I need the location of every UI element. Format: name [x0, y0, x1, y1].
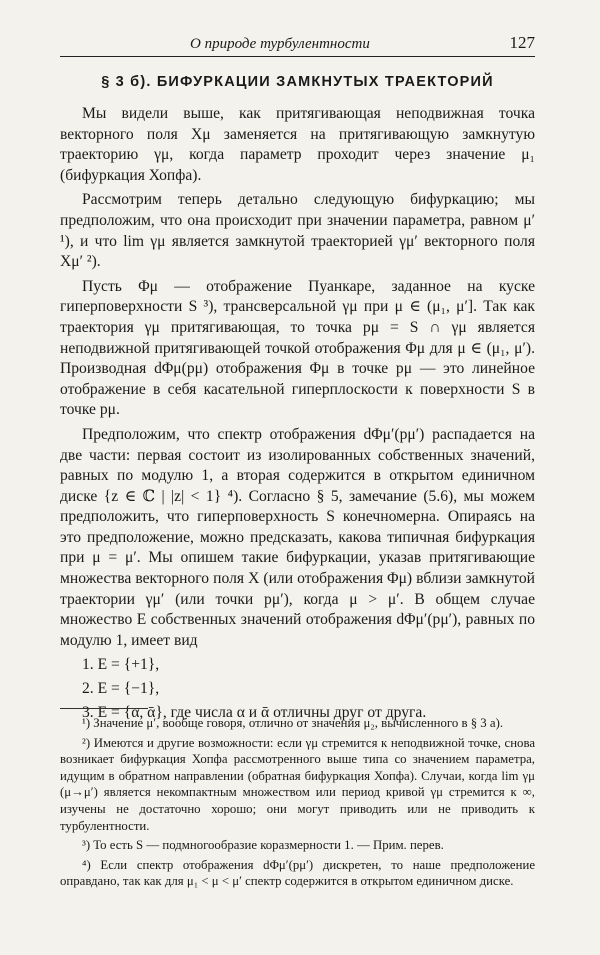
- paragraph: Рассмотрим теперь детально следующую бифуркацию; мы предположим, что она происходит при значении параметра, равном μ′ ¹), и что lim γμ является замкнутой траекторией γμ′ векторного поля Xμ′ ²).: [60, 191, 535, 271]
- case-item: 1. E = {+1},: [82, 656, 160, 674]
- section-title: § 3 б). БИФУРКАЦИИ ЗАМКНУТЫХ ТРАЕКТОРИЙ: [101, 74, 494, 90]
- running-header: [60, 32, 535, 57]
- footnote: ²) Имеются и другие возможности: если γμ стремится к неподвижной точке, снова возникает бифуркация Хопфа рассмотренного выше типа со значением параметра, идущим в обратном направлении (обратная бифуркация Хопфа). Случаи, когда lim γμ (μ→μ′) является некомпактным множеством или период кривой γμ стремится к ∞, изучены не достаточно хорошо; они могут приводить или не приводить к турбулентности.: [60, 735, 535, 833]
- main-text: [60, 104, 535, 726]
- footnote: ⁴) Если спектр отображения dΦμ′(pμ′) дискретен, то наше предположение оправдано, так как для μ₁ < μ < μ′ спектр содержится в открытом единичном диске.: [60, 857, 535, 889]
- paragraph: Пусть Φμ — отображение Пуанкаре, заданное на куске гиперповерхности S ³), трансверсальной γμ при μ ∈ (μ₁, μ′]. Так как траектория γμ притягивающая, то точка pμ = S ∩ γμ является неподвижной притягивающей точкой отображения Φμ для μ ∈ (μ₁, μ′). Производная dΦμ(pμ) отображения Φμ в точке pμ — это линейное отображение в себя касательной гиперплоскости к поверхности S в точке pμ.: [60, 277, 535, 419]
- case-item: 3. E = {α, ᾱ}, где числа α и ᾱ отличны друг от друга.: [82, 703, 427, 721]
- paragraph: Предположим, что спектр отображения dΦμ′(pμ′) распадается на две части: первая состоит из изолированных собственных значений, равных по модулю 1, а вторая содержится в открытом единичном диске {z ∈ ℂ | |z| < 1} ⁴). Согласно § 5, замечание (5.6), мы можем предположить, что гиперповерхность S конечномерна. Опираясь на это предположение, можно предсказать, какова типичная бифуркация при μ = μ′. Мы опишем такие бифуркации, указав притягивающие множества векторного поля X (или отображения Φμ) вблизи замкнутой траектории γμ′ (или точки pμ′), когда μ > μ′. В общем случае множество E собственных значений отображения dΦμ′(pμ′), равных по модулю 1, имеет вид: [60, 425, 535, 649]
- footnote-rule: [60, 708, 148, 709]
- page-number: 127: [509, 33, 535, 52]
- case-item: 2. E = {−1},: [82, 680, 160, 698]
- book-page: [60, 0, 535, 955]
- footnote: ¹) Значение μ′, вообще говоря, отлично от значения μ₂, вычисленного в § 3 а).: [82, 716, 504, 730]
- footnotes: [60, 715, 535, 893]
- cases-list: [60, 655, 535, 723]
- running-title: О природе турбулентности: [190, 36, 370, 52]
- footnote: ³) То есть S — подмногообразие коразмерности 1. — Прим. перев.: [82, 838, 444, 853]
- paragraph: Мы видели выше, как притягивающая неподвижная точка векторного поля Xμ заменяется на притягивающую замкнутую траекторию γμ, когда параметр проходит через значение μ₁ (бифуркация Хопфа).: [60, 105, 535, 184]
